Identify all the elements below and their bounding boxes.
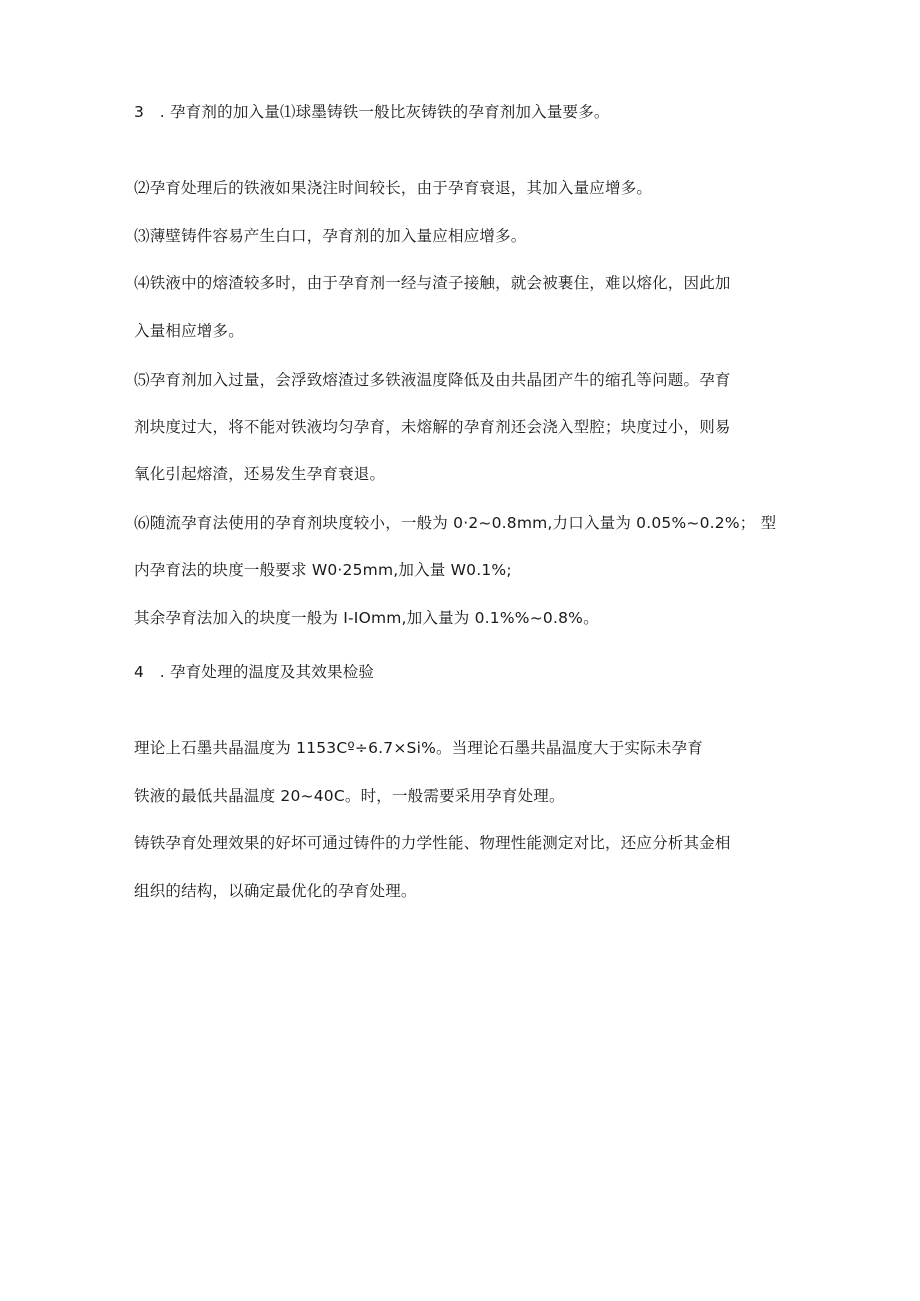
paragraph-line: 氧化引起熔渣，还易发生孕育衰退。 [134,465,386,483]
paragraph-line: ⑵孕育处理后的铁液如果浇注时间较长，由于孕育衰退，其加入量应增多。 [134,179,653,197]
paragraph-line: ⑷铁液中的熔渣较多时，由于孕育剂一经与渣子接触，就会被裹住，难以熔化，因此加 [134,274,731,292]
paragraph-line: 剂块度过大，将不能对铁液均匀孕育，未熔解的孕育剂还会浇入型腔；块度过小，则易 [134,418,731,436]
paragraph-line: 铸铁孕育处理效果的好坏可通过铸件的力学性能、物理性能测定对比，还应分析其金相 [134,834,731,852]
paragraph-line: 内孕育法的块度一般要求 W0·25mm,加入量 W0.1%; [134,561,512,579]
paragraph-line: 铁液的最低共晶温度 20~40C。时，一般需要采用孕育处理。 [134,787,565,805]
paragraph-line: 其余孕育法加入的块度一般为 I-IOmm,加入量为 0.1%%~0.8%。 [134,609,599,627]
paragraph-line: 理论上石墨共晶温度为 1153Cº÷6.7×Si%。当理论石墨共晶温度大于实际未孕育 [134,739,703,757]
paragraph-line: 入量相应增多。 [134,322,244,340]
paragraph-line: ⑸孕育剂加入过量，会浮致熔渣过多铁液温度降低及由共晶团产牛的缩孔等问题。孕育 [134,371,731,389]
section-4-heading-line: 4 . 孕育处理的温度及其效果检验 [134,663,375,681]
paragraph-line: ⑹随流孕育法使用的孕育剂块度较小，一般为 0·2~0.8mm,力口入量为 0.05%~0.2%； 型 [134,514,777,532]
section-3-heading-line: 3 . 孕育剂的加入量⑴球墨铸铁一般比灰铸铁的孕育剂加入量要多。 [134,103,610,121]
paragraph-line: 组织的结构，以确定最优化的孕育处理。 [134,882,417,900]
paragraph-line: ⑶薄壁铸件容易产生白口，孕育剂的加入量应相应增多。 [134,227,527,245]
